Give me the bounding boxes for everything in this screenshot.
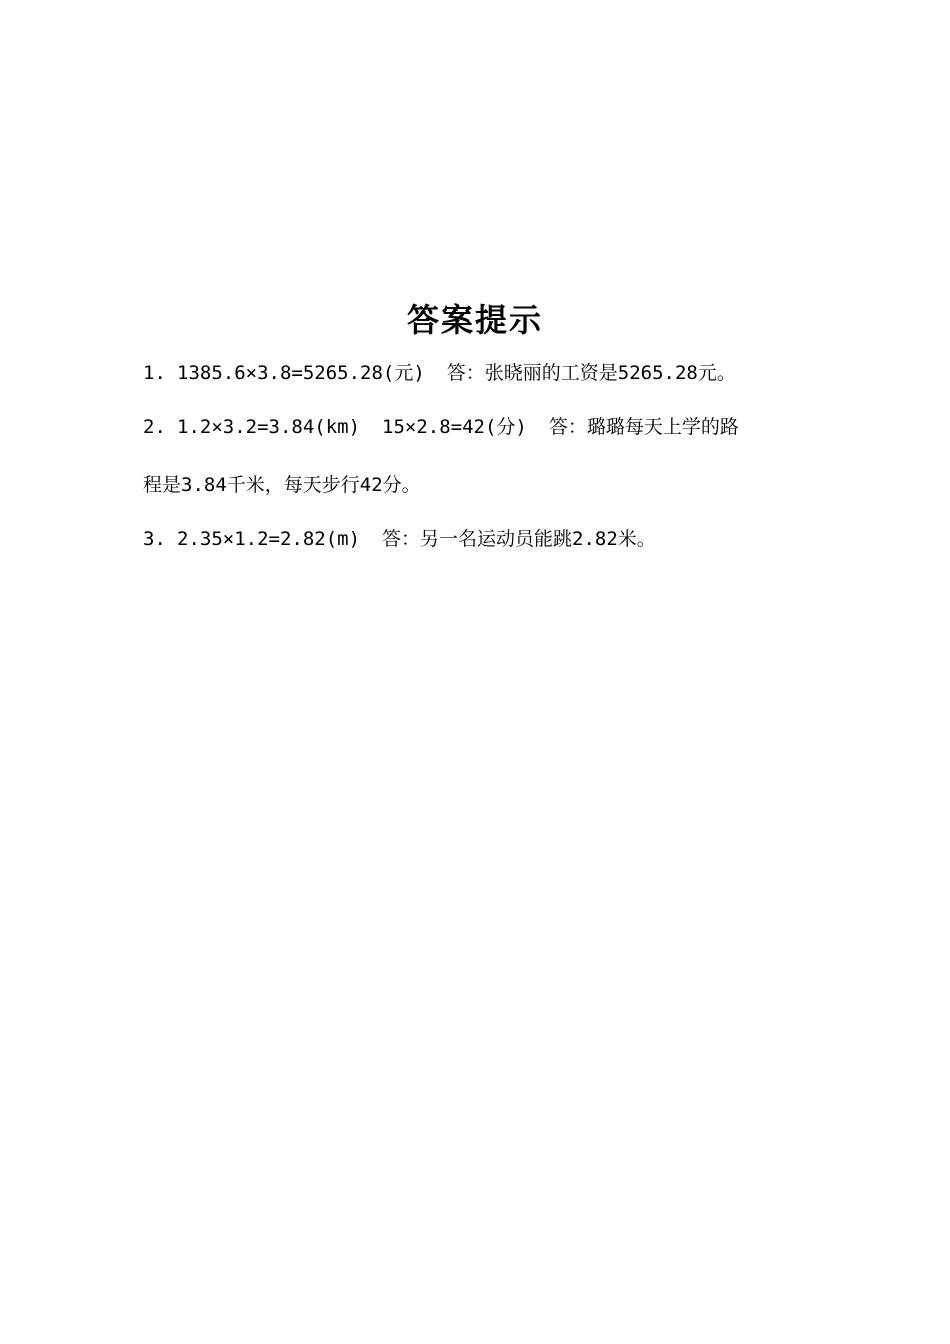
answer-text: 答：张晓丽的工资是5265.28元。 xyxy=(446,362,736,384)
answer-number: 1. xyxy=(143,362,166,384)
answer-number: 2. xyxy=(143,416,166,438)
answer-item-1 xyxy=(143,358,823,388)
answer-text: 程是3.84千米，每天步行42分。 xyxy=(143,474,421,496)
answer-item-2 xyxy=(143,412,823,442)
answer-formula: 1385.6×3.8=5265.28(元) xyxy=(177,362,425,384)
answer-item-3 xyxy=(143,524,823,554)
page-title: 答案提示 xyxy=(406,301,543,339)
answer-number: 3. xyxy=(143,528,166,550)
answer-formula: 15×2.8=42(分) xyxy=(382,416,527,438)
answer-text: 答：璐璐每天上学的路 xyxy=(548,416,739,438)
answer-formula: 1.2×3.2=3.84(km) xyxy=(177,416,361,438)
answer-item-2-continued xyxy=(143,470,823,500)
answer-text: 答：另一名运动员能跳2.82米。 xyxy=(382,528,656,550)
answer-formula: 2.35×1.2=2.82(m) xyxy=(177,528,361,550)
